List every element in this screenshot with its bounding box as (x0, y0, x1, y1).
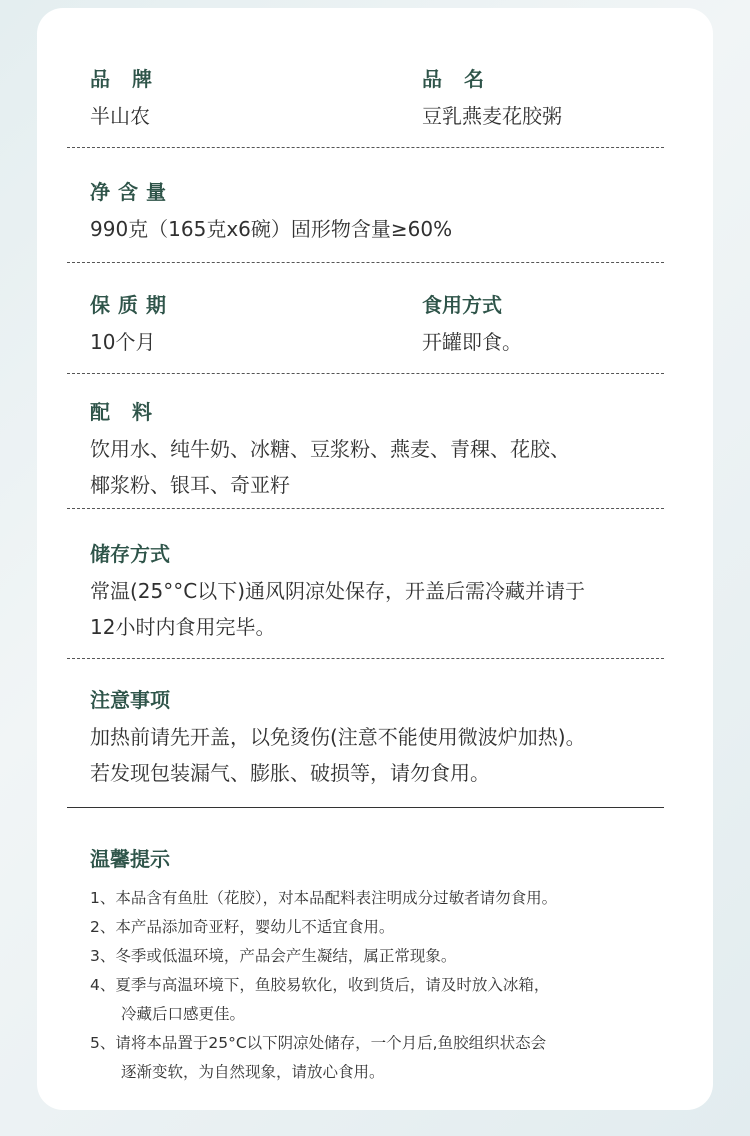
usage-value: 开罐即食。 (422, 330, 522, 354)
divider (67, 147, 664, 148)
info-card (37, 8, 713, 1110)
tip-item: 1、本品含有鱼肚（花胶），对本品配料表注明成分过敏者请勿食用。 (90, 889, 558, 907)
divider (67, 262, 664, 263)
net-content-value: 990克（165克x6碗）固形物含量≥60% (90, 217, 453, 241)
tip-item: 5、请将本品置于25°C以下阴凉处储存，一个月后,鱼胶组织状态会 (90, 1034, 547, 1052)
product-name-value: 豆乳燕麦花胶粥 (422, 104, 562, 128)
notes-section (90, 684, 586, 791)
brand-section (90, 63, 174, 134)
tip-item-continued (90, 1000, 557, 1029)
brand-value: 半山农 (90, 104, 150, 128)
storage-line-2: 12小时内食用完毕。 (90, 615, 276, 639)
divider (67, 658, 664, 659)
tips-section (90, 843, 557, 1087)
divider (67, 373, 664, 374)
ingredients-line-1: 饮用水、纯牛奶、冰糖、豆浆粉、燕麦、青稞、花胶、 (90, 437, 570, 461)
tips-title: 温馨提示 (90, 847, 170, 871)
product-name-label: 品名 (422, 67, 506, 91)
tip-continuation: 逐渐变软，为自然现象，请放心食用。 (121, 1063, 385, 1081)
tip-item-continued (90, 1058, 557, 1087)
net-content-section (90, 176, 452, 247)
ingredients-label: 配料 (90, 400, 174, 424)
tip-item: 3、冬季或低温环境，产品会产生凝结，属正常现象。 (90, 947, 457, 965)
divider (67, 508, 664, 509)
notes-line-2: 若发现包装漏气、膨胀、破损等，请勿食用。 (90, 761, 490, 785)
shelf-life-value: 10个月 (90, 330, 156, 354)
tip-item: 4、夏季与高温环境下，鱼胶易软化，收到货后，请及时放入冰箱， (90, 976, 550, 994)
notes-label: 注意事项 (90, 688, 170, 712)
tip-item: 2、本产品添加奇亚籽，婴幼儿不适宜食用。 (90, 918, 395, 936)
ingredients-section (90, 396, 570, 503)
product-name-section (422, 63, 562, 134)
brand-label: 品牌 (90, 67, 174, 91)
storage-label: 储存方式 (90, 542, 170, 566)
ingredients-line-2: 椰浆粉、银耳、奇亚籽 (90, 473, 290, 497)
shelf-life-section (90, 289, 174, 360)
tip-continuation: 冷藏后口感更佳。 (121, 1005, 246, 1023)
solid-divider (67, 807, 664, 808)
net-content-label: 净含量 (90, 180, 174, 204)
notes-line-1: 加热前请先开盖，以免烫伤(注意不能使用微波炉加热)。 (90, 725, 586, 749)
shelf-life-label: 保质期 (90, 293, 174, 317)
storage-section (90, 538, 585, 645)
usage-label: 食用方式 (422, 293, 502, 317)
storage-line-1: 常温(25°°C以下)通风阴凉处保存，开盖后需冷藏并请于 (90, 579, 586, 603)
usage-section (422, 289, 522, 360)
